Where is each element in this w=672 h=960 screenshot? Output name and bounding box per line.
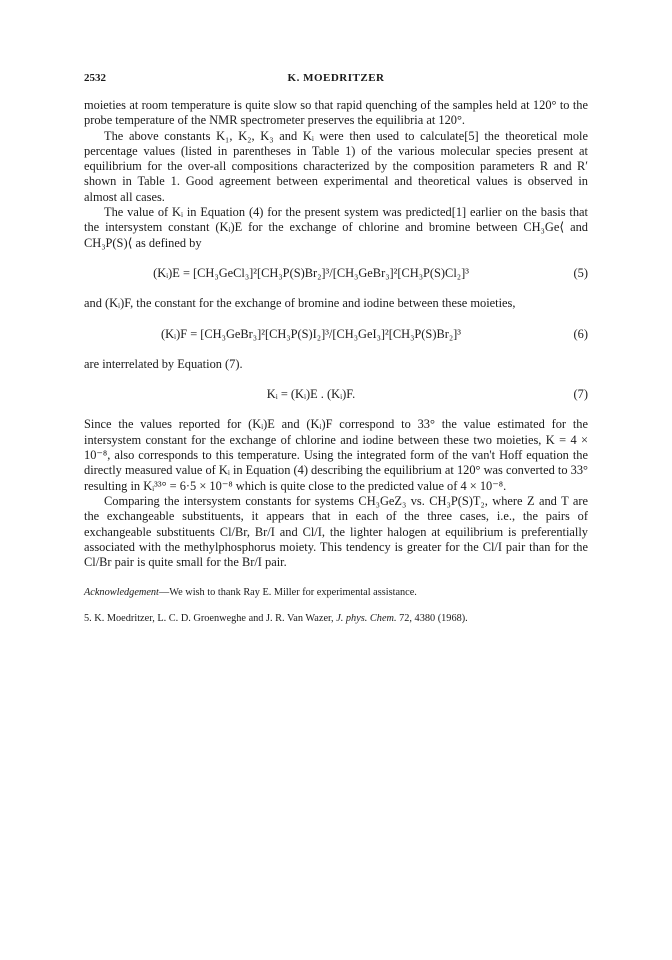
equation-number: (5): [573, 265, 588, 280]
paragraph: Since the values reported for (Kᵢ)E and (Kᵢ)F correspond to 33° the value estimated for the intersystem constant for the exchange of chlorine and iodine between these two moieties, K = 4 × 10⁻⁸, also corresponds to this temperature. Using the integrated form of the van't Hoff equation the directly measured value of Kᵢ in Equation (4) describing the equilibrium at 120° was converted to 33° resulting in Kᵢ³³° = 6·5 × 10⁻⁸ which is quite close to the predicted value of 4 × 10⁻⁸.: [84, 417, 588, 493]
paragraph: Comparing the intersystem constants for systems CH₃GeZ₃ vs. CH₃P(S)T₂, where Z and T are the exchangeable substituents, it appears that in each of the three cases, i.e., the pairs of exchangeable substituents Cl/Br, Br/I and Cl/I, the lighter halogen at equilibrium is preferentially associated with the methylphosphorus moiety. This tendency is greater for the Cl/I pair than for the Cl/Br pair is quite small for the Br/I pair.: [84, 493, 588, 570]
equation-6: [84, 327, 588, 342]
paragraph: The value of Kᵢ in Equation (4) for the present system was predicted[1] earlier on the basis that the intersystem constant (Kᵢ)E for the exchange of chlorine and bromine between CH₃Ge⟨ and CH₃P(S)⟨ as defined by: [84, 205, 588, 250]
paragraph: moieties at room temperature is quite slow so that rapid quenching of the samples held at 120° to the probe temperature of the NMR spectrometer preserves the equilibria at 120°.: [84, 98, 588, 128]
reference-journal: J. phys. Chem.: [336, 613, 397, 625]
equation-body: (Kᵢ)E = [CH₃GeCl₃]²[CH₃P(S)Br₂]³/[CH₃GeBr₃]²[CH₃P(S)Cl₂]³: [153, 265, 469, 280]
equation-body: (Kᵢ)F = [CH₃GeBr₃]²[CH₃P(S)I₂]³/[CH₃GeI₃]²[CH₃P(S)Br₂]³: [160, 326, 462, 341]
running-author: K. MOEDRITZER: [287, 72, 385, 84]
reference-item: [84, 612, 588, 625]
running-header: [84, 72, 588, 88]
equation-7: [84, 387, 588, 402]
acknowledgement-label: Acknowledgement: [84, 587, 159, 599]
article-body: [84, 98, 588, 625]
acknowledgement: [84, 586, 588, 599]
equation-number: (7): [573, 387, 588, 402]
reference-text: 5. K. Moedritzer, L. C. D. Groenweghe and J. R. Van Wazer,: [84, 613, 337, 625]
equation-5: [84, 266, 588, 281]
paragraph: are interrelated by Equation (7).: [84, 356, 243, 371]
reference-tail: 72, 4380 (1968).: [396, 613, 468, 625]
page-number: 2532: [84, 72, 106, 84]
acknowledgement-text: —We wish to thank Ray E. Miller for experimental assistance.: [158, 587, 417, 599]
paragraph: The above constants K₁, K₂, K₃ and Kᵢ were then used to calculate[5] the theoretical mole percentage values (listed in parentheses in Table 1) of the various molecular species present at equilibrium for the over-all compositions characterized by the composition parameters R and R′ shown in Table 1. Good agreement between experimental and theoretical values is observed in almost all cases.: [84, 128, 588, 204]
equation-body: Kᵢ = (Kᵢ)E . (Kᵢ)F.: [266, 387, 356, 402]
equation-number: (6): [573, 326, 588, 341]
paragraph: and (Kᵢ)F, the constant for the exchange of bromine and iodine between these moieties,: [84, 296, 516, 311]
